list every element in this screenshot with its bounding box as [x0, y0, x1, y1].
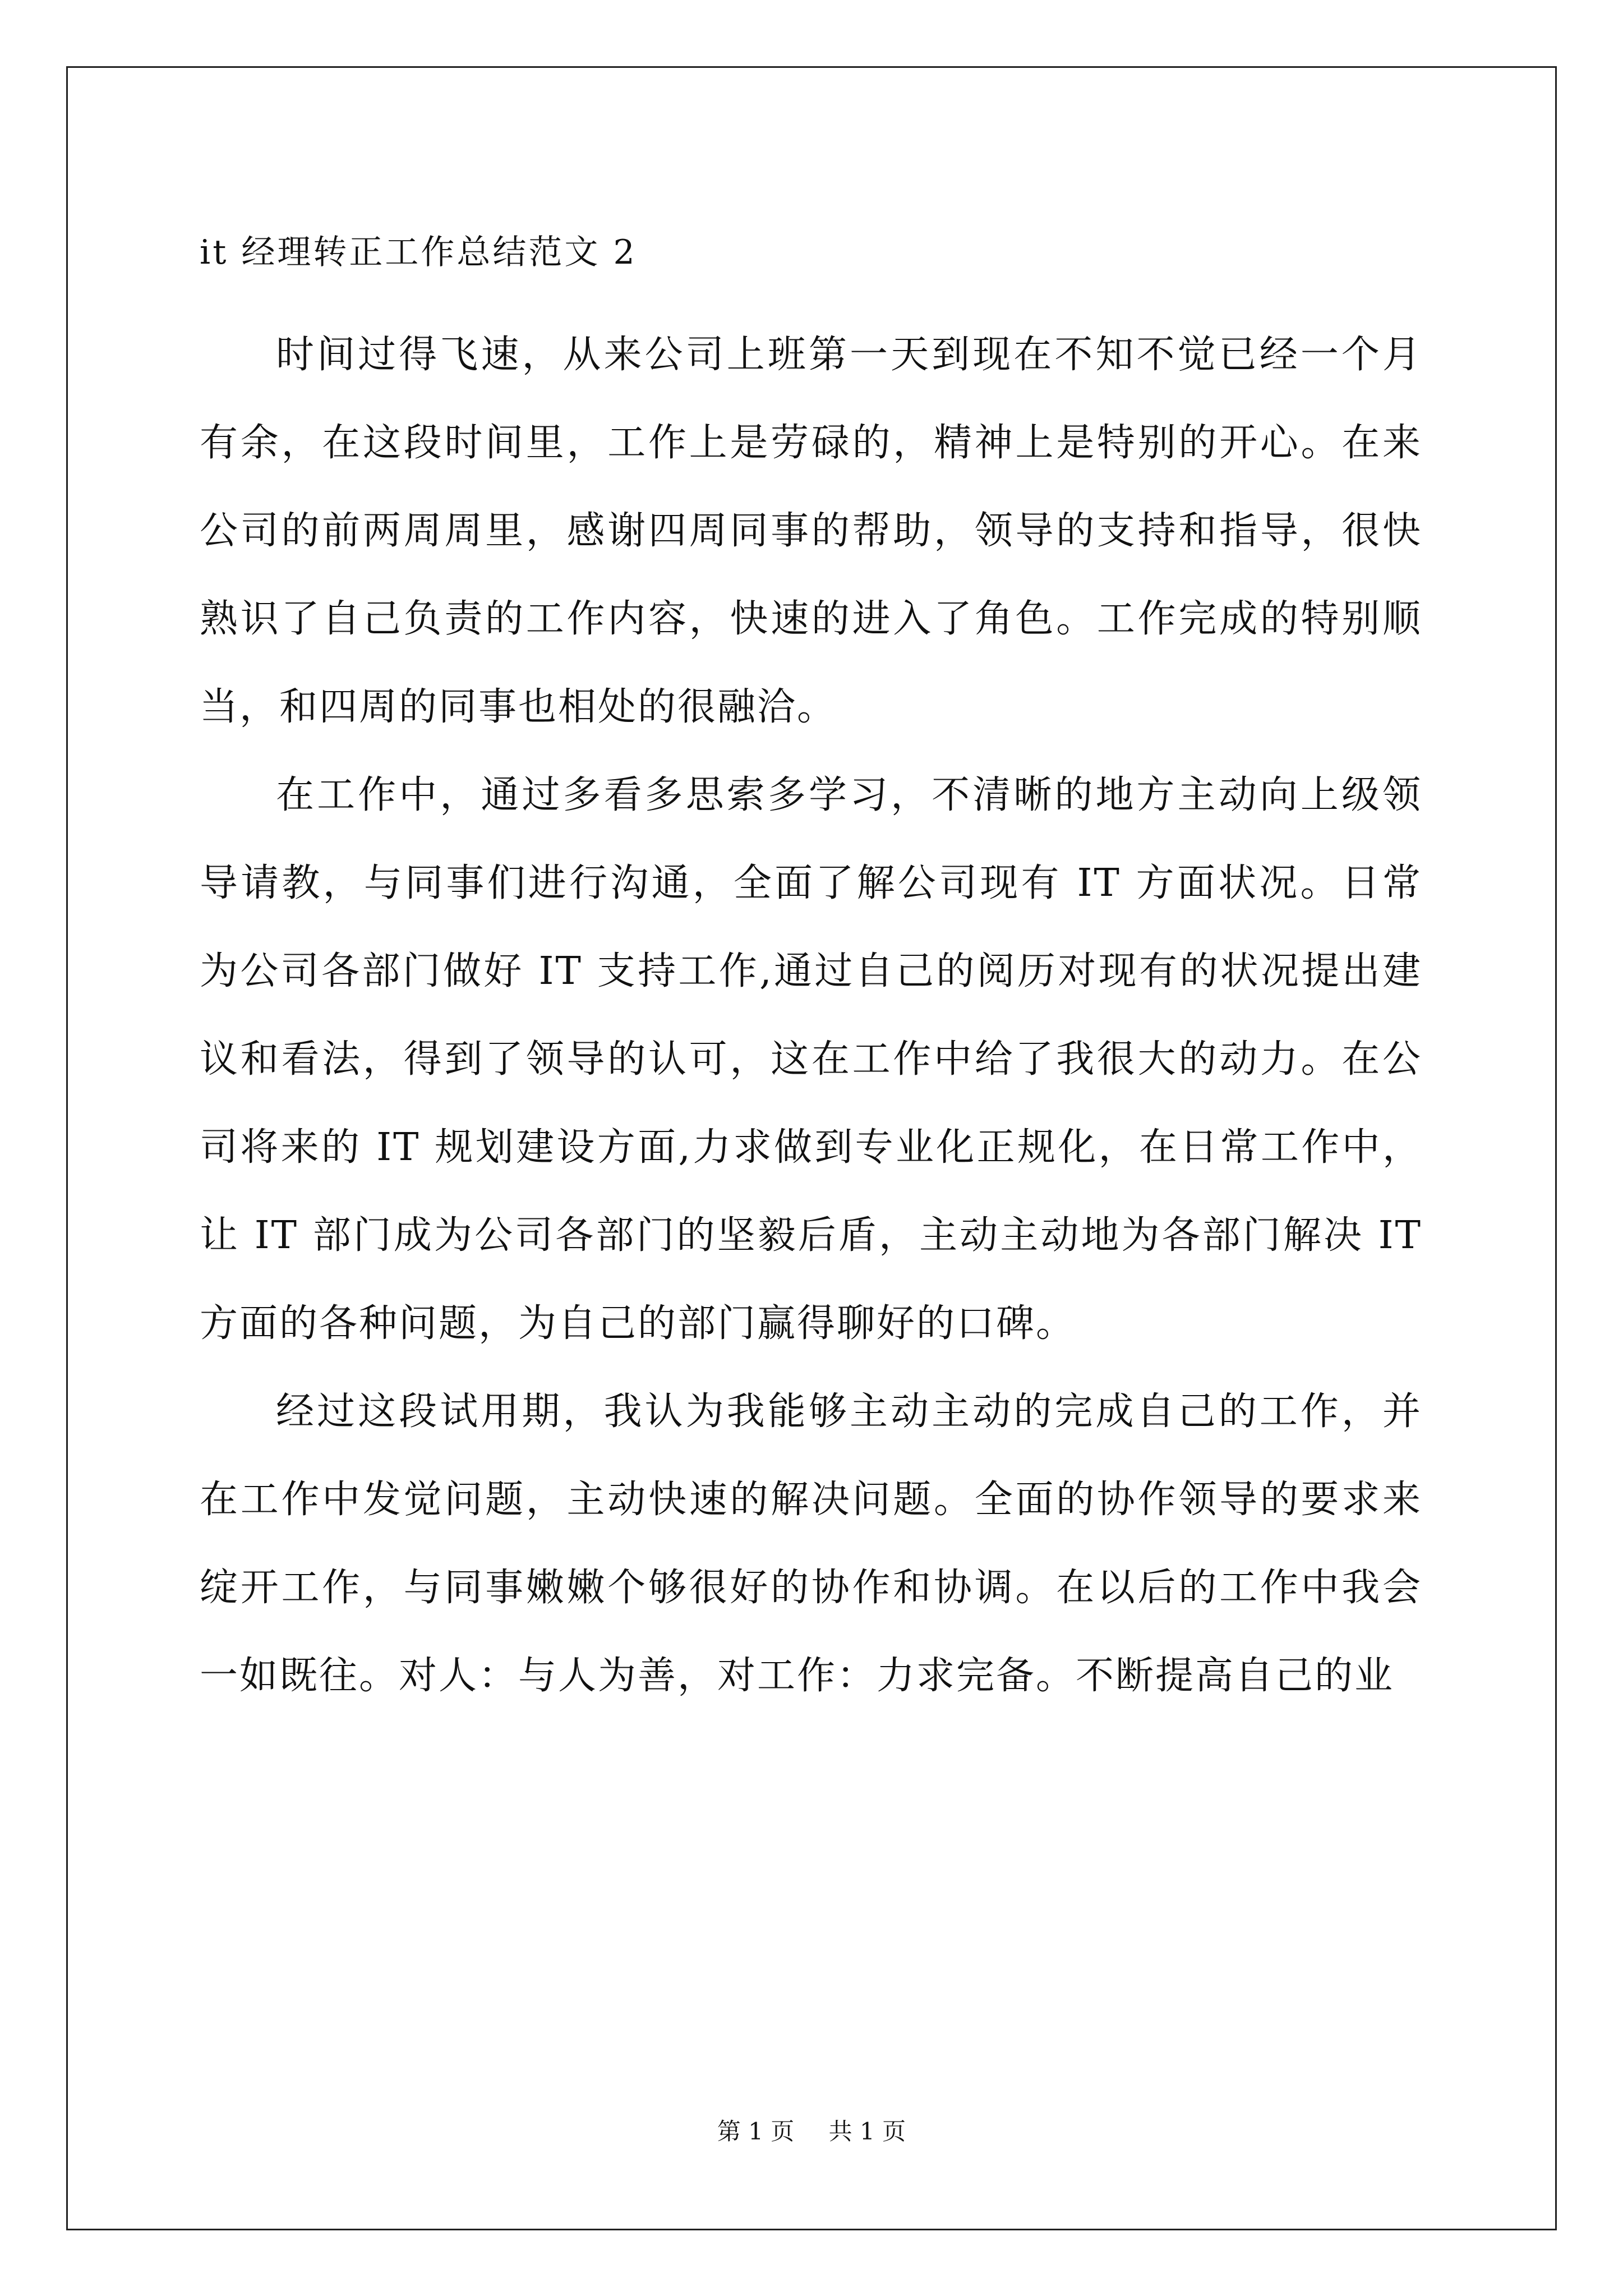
page-number: 第 1 页	[717, 2118, 795, 2145]
document-title: it 经理转正工作总结范文 2	[200, 233, 637, 272]
document-body	[200, 311, 1422, 1720]
page-total: 共 1 页	[828, 2118, 906, 2145]
paragraph-3: 经过这段试用期，我认为我能够主动主动的完成自己的工作，并在工作中发觉问题，主动快速的解决问题。全面的协作领导的要求来绽开工作，与同事嫩嫩个够很好的协作和协调。在以后的工作中我会一如既往。对人：与人为善，对工作：力求完备。不断提高自己的业	[200, 1389, 1422, 1698]
paragraph-2: 在工作中，通过多看多思索多学习，不清晰的地方主动向上级领导请教，与同事们进行沟通，全面了解公司现有 IT 方面状况。日常为公司各部门做好 IT 支持工作,通过自己的阅历对现有的状况提出建议和看法，得到了领导的认可，这在工作中给了我很大的动力。在公司将来的 IT 规划建设方面,力求做到专业化正规化，在日常工作中，让 IT 部门成为公司各部门的坚毅后盾，主动主动地为各部门解决 IT 方面的各种问题，为自己的部门赢得聊好的口碑。	[200, 773, 1423, 1346]
paragraph-1: 时间过得飞速，从来公司上班第一天到现在不知不觉已经一个月有余，在这段时间里，工作上是劳碌的，精神上是特别的开心。在来公司的前两周周里，感谢四周同事的帮助，领导的支持和指导，很快熟识了自己负责的工作内容，快速的进入了角色。工作完成的特别顺当，和四周的同事也相处的很融洽。	[200, 333, 1422, 729]
page-footer	[0, 2115, 1623, 2148]
